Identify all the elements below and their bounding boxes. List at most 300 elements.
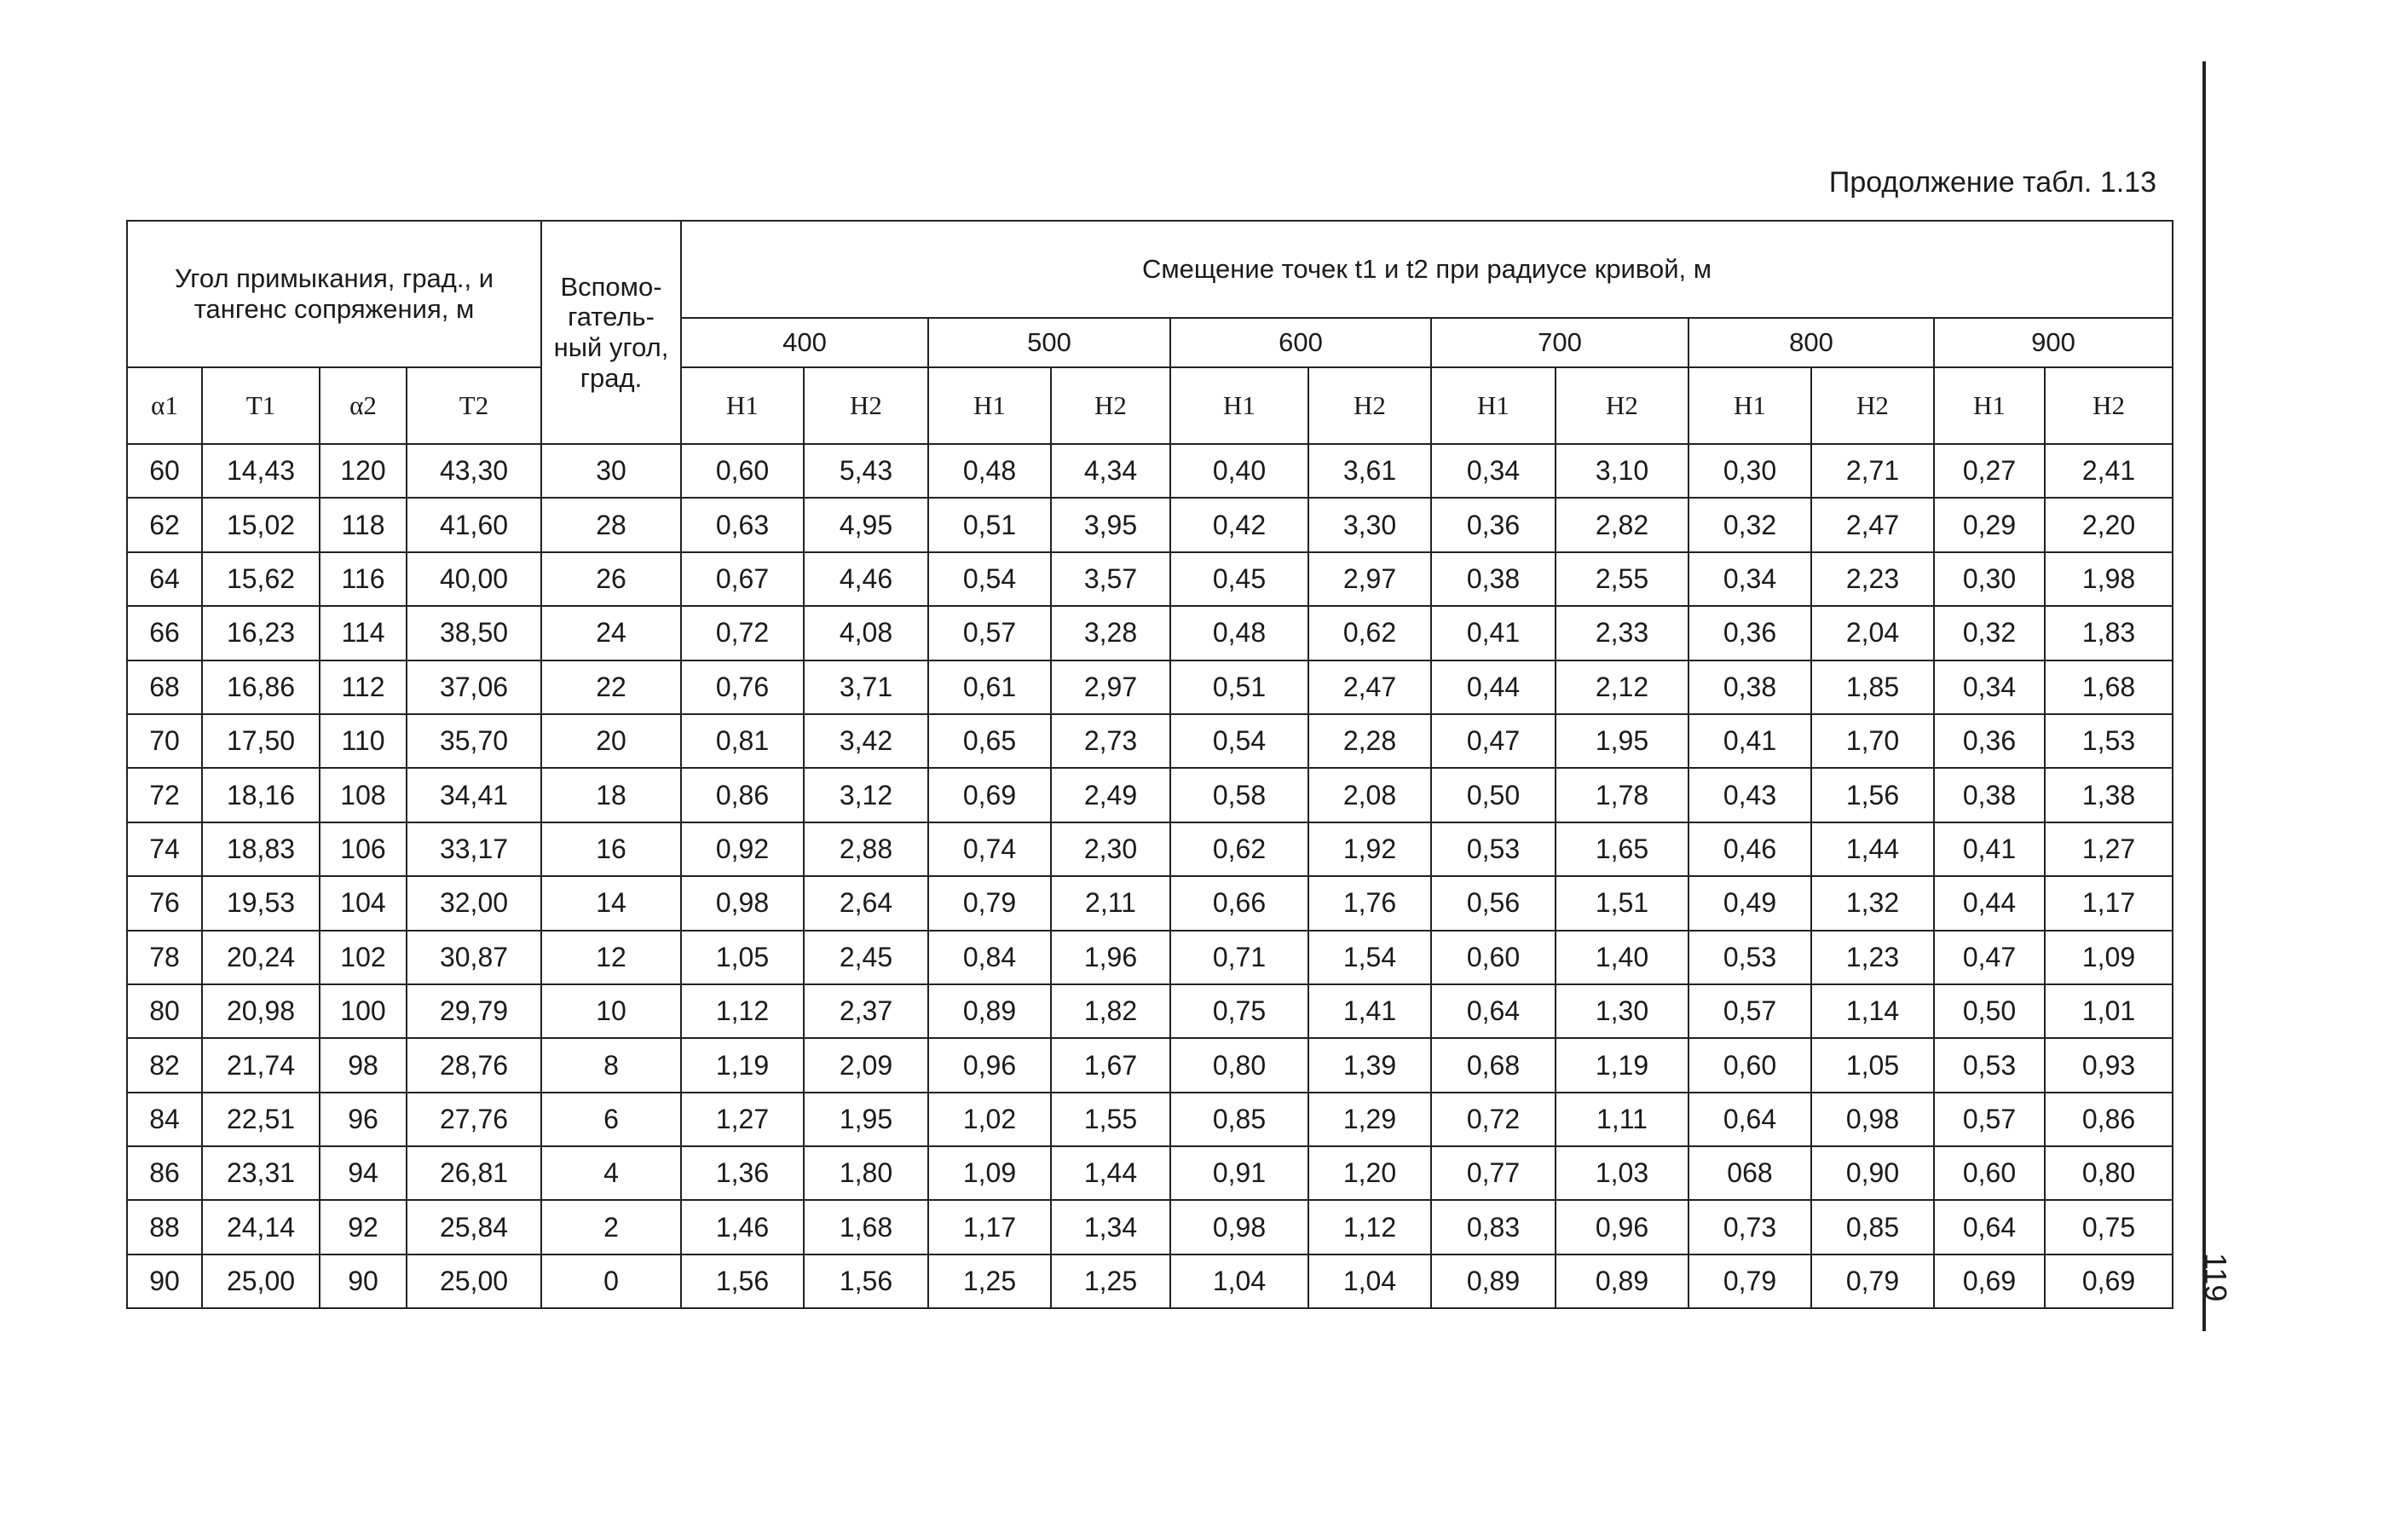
table-cell: 41,60: [407, 498, 541, 551]
table-cell: 0,58: [1170, 768, 1308, 822]
table-cell: 0: [541, 1254, 681, 1309]
table-cell: 40,00: [407, 552, 541, 606]
table-cell: 10: [541, 984, 681, 1038]
header-H2: H2: [1051, 367, 1170, 444]
table-cell: 0,75: [1170, 984, 1308, 1038]
table-cell: 1,19: [681, 1038, 804, 1092]
table-cell: 1,03: [1556, 1146, 1688, 1200]
table-cell: 25,84: [407, 1200, 541, 1254]
table-cell: 0,83: [1431, 1200, 1556, 1254]
table-cell: 0,74: [928, 822, 1051, 876]
table-cell: 0,98: [1170, 1200, 1308, 1254]
table-cell: 17,50: [202, 714, 320, 768]
table-cell: 0,44: [1431, 660, 1556, 714]
table-cell: 1,51: [1556, 876, 1688, 930]
table-cell: 104: [320, 876, 407, 930]
table-cell: 16,23: [202, 606, 320, 660]
table-cell: 43,30: [407, 444, 541, 498]
table-cell: 0,36: [1431, 498, 1556, 551]
table-cell: 6: [541, 1093, 681, 1146]
table-cell: 28: [541, 498, 681, 551]
header-radius: 800: [1688, 318, 1934, 367]
table-cell: 1,54: [1308, 931, 1431, 984]
table-cell: 4,34: [1051, 444, 1170, 498]
table-caption: Продолжение табл. 1.13: [1828, 166, 2156, 199]
table-row: [127, 1146, 2173, 1200]
table-row: [127, 822, 2173, 876]
table-cell: 0,80: [2045, 1146, 2173, 1200]
table-cell: 38,50: [407, 606, 541, 660]
header-H2: H2: [2045, 367, 2173, 444]
table-cell: 1,20: [1308, 1146, 1431, 1200]
table-cell: 0,98: [681, 876, 804, 930]
table-cell: 84: [127, 1093, 202, 1146]
table-cell: 5,43: [804, 444, 928, 498]
table-cell: 0,34: [1934, 660, 2045, 714]
table-cell: 2,88: [804, 822, 928, 876]
table-cell: 33,17: [407, 822, 541, 876]
table-cell: 1,02: [928, 1093, 1051, 1146]
table-cell: 1,25: [1051, 1254, 1170, 1309]
page-margin-rule: [2202, 61, 2206, 1331]
table-cell: 1,04: [1170, 1254, 1308, 1309]
table-cell: 0,66: [1170, 876, 1308, 930]
table-cell: 1,98: [2045, 552, 2173, 606]
table-cell: 2,47: [1308, 660, 1431, 714]
table-cell: 1,68: [804, 1200, 928, 1254]
table-cell: 0,72: [681, 606, 804, 660]
table-cell: 0,38: [1431, 552, 1556, 606]
table-cell: 27,76: [407, 1093, 541, 1146]
table-cell: 2,64: [804, 876, 928, 930]
table-cell: 1,14: [1811, 984, 1934, 1038]
table-cell: 3,42: [804, 714, 928, 768]
table-cell: 0,71: [1170, 931, 1308, 984]
table-row: [127, 714, 2173, 768]
table-cell: 0,38: [1688, 660, 1811, 714]
table-cell: 1,76: [1308, 876, 1431, 930]
table-cell: 94: [320, 1146, 407, 1200]
table-cell: 0,81: [681, 714, 804, 768]
table-cell: 4: [541, 1146, 681, 1200]
table-cell: 0,60: [681, 444, 804, 498]
table-cell: 37,06: [407, 660, 541, 714]
header-radius: 500: [928, 318, 1170, 367]
table-cell: 3,12: [804, 768, 928, 822]
table-cell: 72: [127, 768, 202, 822]
table-cell: 0,46: [1688, 822, 1811, 876]
table-cell: 86: [127, 1146, 202, 1200]
table-cell: 1,83: [2045, 606, 2173, 660]
table-cell: 0,62: [1170, 822, 1308, 876]
table-cell: 26: [541, 552, 681, 606]
header-T1: T1: [202, 367, 320, 444]
table-cell: 2,97: [1308, 552, 1431, 606]
table-cell: 0,64: [1934, 1200, 2045, 1254]
table-cell: 2,20: [2045, 498, 2173, 551]
table-cell: 26,81: [407, 1146, 541, 1200]
table-cell: 0,93: [2045, 1038, 2173, 1092]
table-cell: 4,46: [804, 552, 928, 606]
table-body: [127, 444, 2173, 1308]
table-cell: 0,79: [1688, 1254, 1811, 1309]
table-cell: 4,95: [804, 498, 928, 551]
table-cell: 0,79: [1811, 1254, 1934, 1309]
table-cell: 1,05: [1811, 1038, 1934, 1092]
table-cell: 100: [320, 984, 407, 1038]
table-cell: 18,16: [202, 768, 320, 822]
table-cell: 0,47: [1431, 714, 1556, 768]
table-cell: 4,08: [804, 606, 928, 660]
table-cell: 0,41: [1688, 714, 1811, 768]
table-cell: 1,32: [1811, 876, 1934, 930]
table-cell: 0,80: [1170, 1038, 1308, 1092]
table-cell: 20,24: [202, 931, 320, 984]
table-cell: 70: [127, 714, 202, 768]
table-cell: 1,46: [681, 1200, 804, 1254]
table-cell: 1,78: [1556, 768, 1688, 822]
table-cell: 22: [541, 660, 681, 714]
table-cell: 0,57: [1934, 1093, 2045, 1146]
table-row: [127, 444, 2173, 498]
table-cell: 0,34: [1431, 444, 1556, 498]
table-cell: 1,44: [1051, 1146, 1170, 1200]
table-cell: 0,53: [1688, 931, 1811, 984]
table-cell: 19,53: [202, 876, 320, 930]
table-cell: 1,85: [1811, 660, 1934, 714]
table-cell: 0,85: [1811, 1200, 1934, 1254]
table-cell: 3,71: [804, 660, 928, 714]
table-cell: 74: [127, 822, 202, 876]
table-cell: 2,23: [1811, 552, 1934, 606]
table-cell: 60: [127, 444, 202, 498]
table-cell: 0,30: [1934, 552, 2045, 606]
header-radius: 600: [1170, 318, 1431, 367]
table-cell: 0,57: [1688, 984, 1811, 1038]
table-cell: 1,09: [2045, 931, 2173, 984]
header-H2: H2: [804, 367, 928, 444]
table-cell: 62: [127, 498, 202, 551]
table-cell: 112: [320, 660, 407, 714]
table-row: [127, 876, 2173, 930]
table-row: [127, 1038, 2173, 1092]
table-cell: 0,51: [1170, 660, 1308, 714]
table-cell: 0,36: [1934, 714, 2045, 768]
table-cell: 0,50: [1934, 984, 2045, 1038]
table-cell: 0,41: [1431, 606, 1556, 660]
table-row: [127, 984, 2173, 1038]
table-cell: 0,54: [1170, 714, 1308, 768]
table-cell: 68: [127, 660, 202, 714]
table-cell: 1,12: [1308, 1200, 1431, 1254]
table-cell: 0,43: [1688, 768, 1811, 822]
table-cell: 0,98: [1811, 1093, 1934, 1146]
table-cell: 1,80: [804, 1146, 928, 1200]
table-cell: 2,08: [1308, 768, 1431, 822]
table-cell: 1,38: [2045, 768, 2173, 822]
table-cell: 1,95: [804, 1093, 928, 1146]
table-cell: 1,68: [2045, 660, 2173, 714]
table-cell: 0,84: [928, 931, 1051, 984]
table-row: [127, 1254, 2173, 1309]
table-cell: 1,96: [1051, 931, 1170, 984]
header-H2: H2: [1556, 367, 1688, 444]
table-cell: 1,41: [1308, 984, 1431, 1038]
table-cell: 2,37: [804, 984, 928, 1038]
table-cell: 1,30: [1556, 984, 1688, 1038]
header-H2: H2: [1308, 367, 1431, 444]
header-H1: H1: [1170, 367, 1308, 444]
table-cell: 1,05: [681, 931, 804, 984]
table-cell: 0,79: [928, 876, 1051, 930]
table-cell: 0,64: [1431, 984, 1556, 1038]
table-cell: 116: [320, 552, 407, 606]
table-cell: 2,71: [1811, 444, 1934, 498]
table-cell: 15,62: [202, 552, 320, 606]
table-cell: 0,38: [1934, 768, 2045, 822]
table-cell: 2,49: [1051, 768, 1170, 822]
table-cell: 0,89: [928, 984, 1051, 1038]
table-cell: 0,44: [1934, 876, 2045, 930]
table-row: [127, 1200, 2173, 1254]
table-cell: 0,62: [1308, 606, 1431, 660]
table-cell: 0,69: [928, 768, 1051, 822]
table-cell: 1,19: [1556, 1038, 1688, 1092]
table-cell: 16,86: [202, 660, 320, 714]
table-row: [127, 660, 2173, 714]
table-cell: 90: [320, 1254, 407, 1309]
table-cell: 0,61: [928, 660, 1051, 714]
table-cell: 18,83: [202, 822, 320, 876]
table-cell: 28,76: [407, 1038, 541, 1092]
table-cell: 98: [320, 1038, 407, 1092]
table-cell: 1,44: [1811, 822, 1934, 876]
table-cell: 1,17: [928, 1200, 1051, 1254]
table-cell: 30,87: [407, 931, 541, 984]
table-cell: 2,41: [2045, 444, 2173, 498]
header-angle-group: Угол примыкания, град., и тангенс сопряжения, м: [127, 221, 541, 367]
offset-table: [126, 220, 2173, 1309]
table-cell: 1,17: [2045, 876, 2173, 930]
table-cell: 0,40: [1170, 444, 1308, 498]
table-cell: 0,27: [1934, 444, 2045, 498]
table-cell: 76: [127, 876, 202, 930]
table-cell: 2,82: [1556, 498, 1688, 551]
table-row: [127, 498, 2173, 551]
table-cell: 0,48: [928, 444, 1051, 498]
table-cell: 1,27: [681, 1093, 804, 1146]
table-cell: 0,90: [1811, 1146, 1934, 1200]
table-cell: 0,91: [1170, 1146, 1308, 1200]
table-cell: 0,68: [1431, 1038, 1556, 1092]
table-cell: 0,75: [2045, 1200, 2173, 1254]
table-cell: 25,00: [407, 1254, 541, 1309]
table-cell: 24,14: [202, 1200, 320, 1254]
table-cell: 0,49: [1688, 876, 1811, 930]
table-cell: 2,47: [1811, 498, 1934, 551]
table-row: [127, 768, 2173, 822]
table-cell: 21,74: [202, 1038, 320, 1092]
header-H1: H1: [1431, 367, 1556, 444]
table-cell: 0,36: [1688, 606, 1811, 660]
table-cell: 0,56: [1431, 876, 1556, 930]
table-cell: 3,10: [1556, 444, 1688, 498]
table-cell: 0,60: [1688, 1038, 1811, 1092]
table-cell: 2,97: [1051, 660, 1170, 714]
table-cell: 0,89: [1431, 1254, 1556, 1309]
table-cell: 1,40: [1556, 931, 1688, 984]
table-cell: 102: [320, 931, 407, 984]
table-row: [127, 552, 2173, 606]
table-cell: 0,86: [681, 768, 804, 822]
table-cell: 0,85: [1170, 1093, 1308, 1146]
table-cell: 2,04: [1811, 606, 1934, 660]
table-cell: 1,53: [2045, 714, 2173, 768]
table-cell: 0,63: [681, 498, 804, 551]
header-alpha2: α2: [320, 367, 407, 444]
table-cell: 0,96: [928, 1038, 1051, 1092]
table-cell: 0,54: [928, 552, 1051, 606]
table-cell: 0,41: [1934, 822, 2045, 876]
table-cell: 15,02: [202, 498, 320, 551]
table-cell: 0,67: [681, 552, 804, 606]
table-cell: 0,69: [2045, 1254, 2173, 1309]
table-cell: 114: [320, 606, 407, 660]
table-cell: 0,65: [928, 714, 1051, 768]
table-cell: 1,29: [1308, 1093, 1431, 1146]
table-cell: 0,77: [1431, 1146, 1556, 1200]
table-cell: 3,30: [1308, 498, 1431, 551]
table-cell: 1,34: [1051, 1200, 1170, 1254]
table-cell: 0,29: [1934, 498, 2045, 551]
table-cell: 92: [320, 1200, 407, 1254]
table-cell: 118: [320, 498, 407, 551]
table-cell: 34,41: [407, 768, 541, 822]
table-cell: 0,96: [1556, 1200, 1688, 1254]
table-cell: 12: [541, 931, 681, 984]
table-cell: 0,51: [928, 498, 1051, 551]
table-cell: 8: [541, 1038, 681, 1092]
table-cell: 22,51: [202, 1093, 320, 1146]
table-cell: 2,33: [1556, 606, 1688, 660]
table-cell: 2,73: [1051, 714, 1170, 768]
table-cell: 18: [541, 768, 681, 822]
table-cell: 1,27: [2045, 822, 2173, 876]
table-cell: 64: [127, 552, 202, 606]
table-cell: 3,57: [1051, 552, 1170, 606]
table-cell: 2,28: [1308, 714, 1431, 768]
table-cell: 82: [127, 1038, 202, 1092]
header-offset-title: Смещение точек t1 и t2 при радиусе кривой, м: [681, 221, 2173, 318]
table-cell: 96: [320, 1093, 407, 1146]
table-cell: 1,67: [1051, 1038, 1170, 1092]
table-cell: 32,00: [407, 876, 541, 930]
table-cell: 35,70: [407, 714, 541, 768]
table-cell: 3,95: [1051, 498, 1170, 551]
header-H1: H1: [1688, 367, 1811, 444]
table-cell: 1,09: [928, 1146, 1051, 1200]
header-H2: H2: [1811, 367, 1934, 444]
table-cell: 108: [320, 768, 407, 822]
table-cell: 1,23: [1811, 931, 1934, 984]
table-cell: 0,69: [1934, 1254, 2045, 1309]
table-cell: 0,72: [1431, 1093, 1556, 1146]
table-cell: 0,34: [1688, 552, 1811, 606]
table-cell: 0,89: [1556, 1254, 1688, 1309]
table-cell: 1,25: [928, 1254, 1051, 1309]
table-cell: 1,56: [681, 1254, 804, 1309]
table-cell: 25,00: [202, 1254, 320, 1309]
table-cell: 106: [320, 822, 407, 876]
table-cell: 78: [127, 931, 202, 984]
table-cell: 1,92: [1308, 822, 1431, 876]
table-cell: 2,45: [804, 931, 928, 984]
table-cell: 66: [127, 606, 202, 660]
table-cell: 3,61: [1308, 444, 1431, 498]
table-cell: 30: [541, 444, 681, 498]
table-cell: 0,73: [1688, 1200, 1811, 1254]
header-T2: T2: [407, 367, 541, 444]
table-cell: 0,86: [2045, 1093, 2173, 1146]
table-cell: 2,30: [1051, 822, 1170, 876]
table-cell: 1,04: [1308, 1254, 1431, 1309]
table-cell: 20: [541, 714, 681, 768]
table-cell: 0,60: [1934, 1146, 2045, 1200]
table-cell: 1,95: [1556, 714, 1688, 768]
table-cell: 0,32: [1934, 606, 2045, 660]
table-cell: 24: [541, 606, 681, 660]
table-cell: 0,60: [1431, 931, 1556, 984]
table-cell: 0,50: [1431, 768, 1556, 822]
header-radius: 400: [681, 318, 928, 367]
table-cell: 0,42: [1170, 498, 1308, 551]
table-cell: 0,47: [1934, 931, 2045, 984]
table-cell: 1,70: [1811, 714, 1934, 768]
header-H1: H1: [681, 367, 804, 444]
table-row: [127, 1093, 2173, 1146]
header-radius: 700: [1431, 318, 1688, 367]
table-cell: 2,09: [804, 1038, 928, 1092]
header-radius: 900: [1934, 318, 2173, 367]
table-cell: 2: [541, 1200, 681, 1254]
table-cell: 14,43: [202, 444, 320, 498]
header-aux-angle: Вспомо- гатель- ный угол, град.: [541, 221, 681, 444]
table-cell: 1,01: [2045, 984, 2173, 1038]
table-cell: 23,31: [202, 1146, 320, 1200]
table-cell: 1,39: [1308, 1038, 1431, 1092]
table-cell: 0,48: [1170, 606, 1308, 660]
table-cell: 1,36: [681, 1146, 804, 1200]
table-cell: 1,56: [804, 1254, 928, 1309]
table-cell: 88: [127, 1200, 202, 1254]
table-cell: 2,11: [1051, 876, 1170, 930]
header-H1: H1: [1934, 367, 2045, 444]
table-cell: 0,64: [1688, 1093, 1811, 1146]
table-cell: 0,92: [681, 822, 804, 876]
header-alpha1: α1: [127, 367, 202, 444]
table-cell: 3,28: [1051, 606, 1170, 660]
table-cell: 0,53: [1934, 1038, 2045, 1092]
table-row: [127, 931, 2173, 984]
table-cell: 0,53: [1431, 822, 1556, 876]
table-cell: 1,12: [681, 984, 804, 1038]
table-cell: 29,79: [407, 984, 541, 1038]
table-cell: 20,98: [202, 984, 320, 1038]
table-cell: 2,12: [1556, 660, 1688, 714]
table-cell: 110: [320, 714, 407, 768]
table-cell: 2,55: [1556, 552, 1688, 606]
header-H1: H1: [928, 367, 1051, 444]
